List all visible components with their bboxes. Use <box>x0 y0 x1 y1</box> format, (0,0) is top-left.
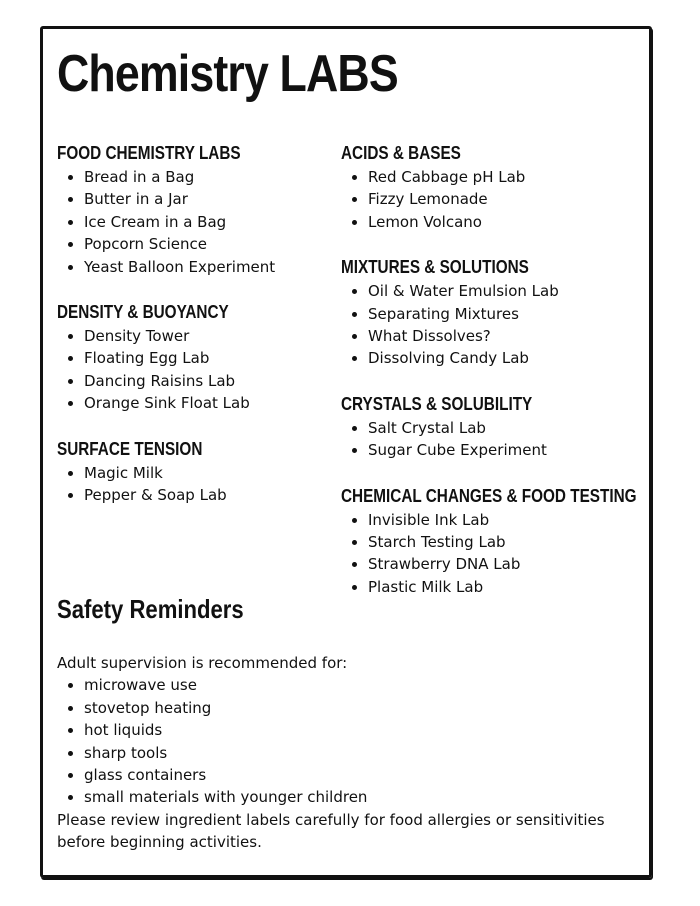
lab-list <box>341 280 641 370</box>
list-item: sharp tools <box>57 742 637 764</box>
list-item: What Dissolves? <box>341 325 641 347</box>
right-column <box>341 140 641 619</box>
section-acids-bases <box>341 140 641 233</box>
list-item: stovetop heating <box>57 697 637 719</box>
list-item: Density Tower <box>57 325 327 347</box>
lab-list <box>341 417 641 462</box>
list-item: Invisible Ink Lab <box>341 509 641 531</box>
list-item: Lemon Volcano <box>341 211 641 233</box>
list-item: small materials with younger children <box>57 786 637 808</box>
section-heading: DENSITY & BUOYANCY <box>57 302 229 323</box>
list-item: microwave use <box>57 674 637 696</box>
list-item: Pepper & Soap Lab <box>57 484 327 506</box>
list-item: Red Cabbage pH Lab <box>341 166 641 188</box>
lab-list <box>57 462 327 507</box>
safety-list <box>57 674 637 808</box>
list-item: Dissolving Candy Lab <box>341 347 641 369</box>
list-item: Floating Egg Lab <box>57 347 327 369</box>
section-surface-tension <box>57 436 327 507</box>
safety-intro: Adult supervision is recommended for: <box>57 654 348 672</box>
list-item: Starch Testing Lab <box>341 531 641 553</box>
list-item: Salt Crystal Lab <box>341 417 641 439</box>
section-chemical-changes <box>341 483 641 599</box>
list-item: Strawberry DNA Lab <box>341 553 641 575</box>
section-heading: CRYSTALS & SOLUBILITY <box>341 393 533 414</box>
safety-heading: Safety Reminders <box>57 594 244 624</box>
list-item: Fizzy Lemonade <box>341 188 641 210</box>
list-item: Bread in a Bag <box>57 166 327 188</box>
list-item: Popcorn Science <box>57 233 327 255</box>
section-mixtures-solutions <box>341 254 641 370</box>
section-density-buoyancy <box>57 299 327 415</box>
lab-list <box>341 509 641 599</box>
lab-list <box>57 166 327 278</box>
section-crystals-solubility <box>341 391 641 462</box>
left-column <box>57 140 327 527</box>
list-item: Plastic Milk Lab <box>341 576 641 598</box>
safety-section <box>57 590 637 854</box>
section-heading: ACIDS & BASES <box>341 143 461 163</box>
list-item: Oil & Water Emulsion Lab <box>341 280 641 302</box>
section-heading: FOOD CHEMISTRY LABS <box>57 143 241 163</box>
section-heading: SURFACE TENSION <box>57 438 203 459</box>
section-heading: MIXTURES & SOLUTIONS <box>341 257 529 278</box>
list-item: Yeast Balloon Experiment <box>57 256 327 278</box>
list-item: Sugar Cube Experiment <box>341 439 641 461</box>
list-item: Magic Milk <box>57 462 327 484</box>
list-item: Orange Sink Float Lab <box>57 392 327 414</box>
list-item: hot liquids <box>57 719 637 741</box>
list-item: Separating Mixtures <box>341 303 641 325</box>
list-item: Butter in a Jar <box>57 188 327 210</box>
list-item: glass containers <box>57 764 637 786</box>
list-item: Ice Cream in a Bag <box>57 211 327 233</box>
section-heading: CHEMICAL CHANGES & FOOD TESTING <box>341 485 637 506</box>
page-title: Chemistry LABS <box>57 45 398 103</box>
section-food-chemistry <box>57 140 327 278</box>
lab-list <box>341 166 641 233</box>
list-item: Dancing Raisins Lab <box>57 370 327 392</box>
lab-list <box>57 325 327 415</box>
allergy-note: Please review ingredient labels carefully for food allergies or sensitivities before beginning activities. <box>57 810 605 852</box>
